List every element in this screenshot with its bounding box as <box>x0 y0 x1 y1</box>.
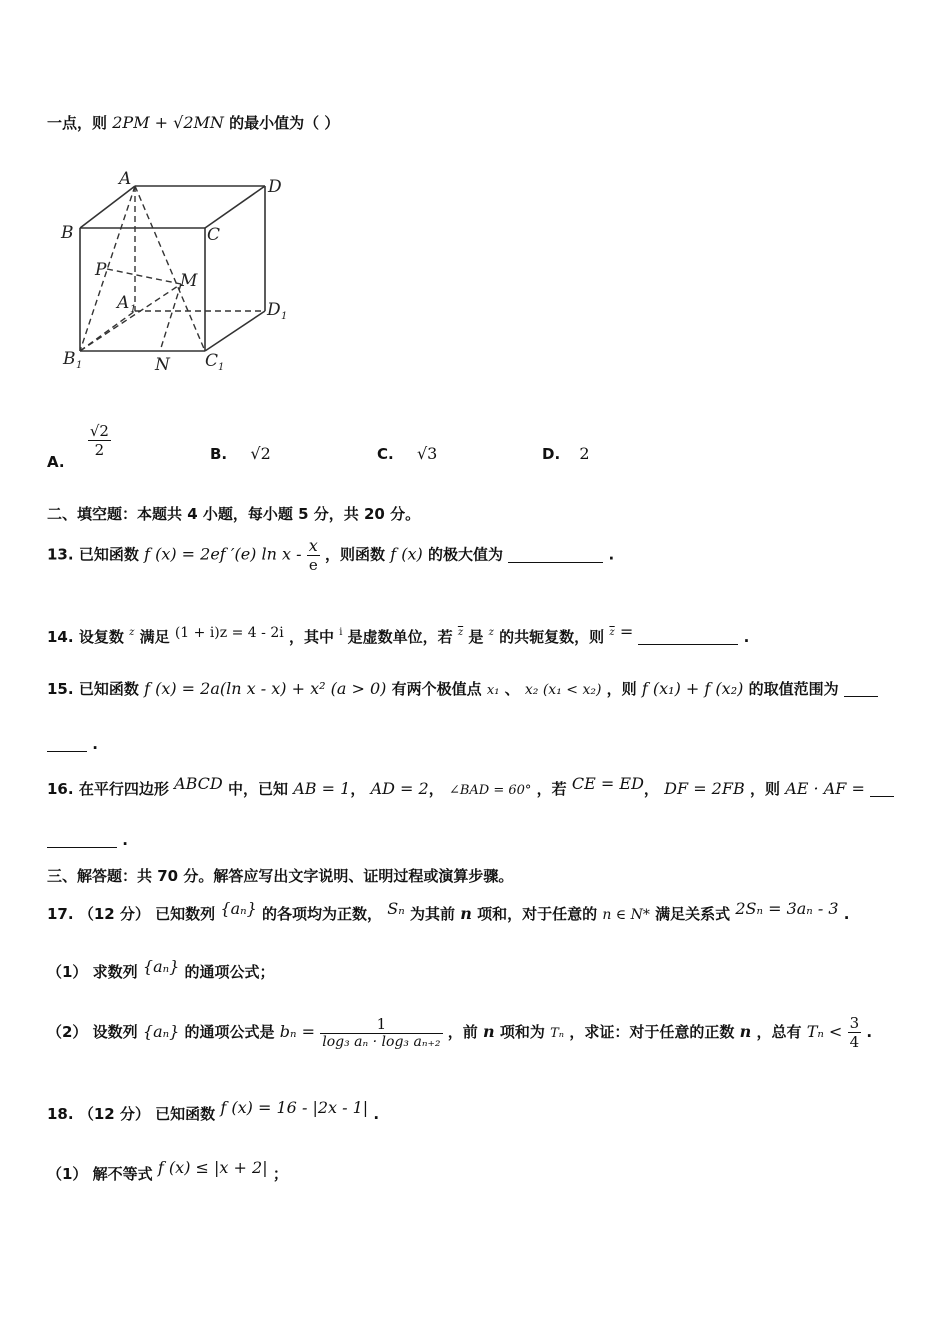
sub-C1: 1 <box>218 362 225 373</box>
question-18-part-1: （1） 解不等式 f (x) ≤ |x + 2| ； <box>47 1158 288 1183</box>
edge-AB <box>80 186 135 228</box>
question-15: 15. 已知函数 f (x) = 2a(ln x - x) + x² (a > 0) 有两个极值点 x₁ 、 x₂ (x₁ < x₂) ，则 f (x₁) + f (x₂) 的取值范围为 <box>47 678 878 699</box>
question-17: 17. （12 分） 已知数列 {aₙ} 的各项均为正数， Sₙ 为其前 n 项和，对于任意的 n ∈ N* 满足关系式 2Sₙ = 3aₙ - 3 . <box>47 899 850 923</box>
question-16: 16. 在平行四边形 ABCD 中，已知 AB = 1， AD = 2， ∠BAD = 60° ，若 CE = ED， DF = 2FB ，则 AE · AF = <box>47 774 894 799</box>
option-letter: B. <box>210 445 228 463</box>
math-expr: (1 + i)z = 4 - 2i <box>174 625 284 641</box>
seg-PM <box>107 269 181 284</box>
edge-CD <box>205 186 265 228</box>
part-label: （1） <box>47 1165 88 1183</box>
math-expr: f (x) = 16 - |2x - 1| <box>220 1098 369 1117</box>
seg-MN <box>160 284 181 351</box>
score: （12 分） <box>78 1105 150 1123</box>
question-number: 18. <box>47 1105 74 1123</box>
question-16-cont: . <box>47 831 128 849</box>
question-number: 14. <box>47 628 74 646</box>
option-value: √3 <box>416 444 438 463</box>
question-number: 15. <box>47 680 74 698</box>
question-18: 18. （12 分） 已知函数 f (x) = 16 - |2x - 1| . <box>47 1098 380 1123</box>
option-a-fraction: $\frac{√2}{2}$ <box>89 422 109 459</box>
question-15-cont: . <box>47 735 98 753</box>
score: （12 分） <box>78 905 150 923</box>
option-value: 2 <box>579 444 590 463</box>
math-expr: f (x) = 2a(ln x - x) + x² (a > 0) <box>144 679 387 698</box>
answer-blank[interactable] <box>638 630 738 645</box>
sub-D1: 1 <box>281 311 288 322</box>
part-label: （1） <box>47 963 88 981</box>
label-A1: A <box>117 293 130 313</box>
label-P: P <box>95 260 107 280</box>
sub-A1: 1 <box>130 304 137 315</box>
question-number: 16. <box>47 780 74 798</box>
question-14: 14. 设复数 $^z$ 满足 (1 + i)z = 4 - 2i ，其中 $^i$ 是虚数单位，若 $^{\overline{z}}$ 是 $^z$ 的共轭复数，则 $^{\overline{z}}$ = . <box>47 622 750 646</box>
problem-12-tail <box>47 112 339 133</box>
math-expr: 2PM + √2MN <box>112 113 224 132</box>
option-letter: D. <box>542 445 561 463</box>
seg-B1M <box>80 284 181 351</box>
option-value: √2 <box>250 444 271 463</box>
answer-blank-cont[interactable] <box>47 737 87 752</box>
label-B1: B <box>63 349 76 369</box>
question-number: 13. <box>47 545 74 564</box>
part-label: （2） <box>47 1023 88 1041</box>
option-letter: A. <box>47 453 65 471</box>
option-letter: C. <box>377 445 394 463</box>
answer-blank[interactable] <box>508 548 603 563</box>
question-13: 13. 已知函数 f (x) = 2ef ′(e) ln x - $\frac{x}{e}$ ，则函数 f (x) 的极大值为 . <box>47 536 615 574</box>
fraction: $\frac{1}{\text{log₃ aₙ · log₃ aₙ₊₂}}$ <box>322 1015 441 1050</box>
section-title: 二、填空题：本题共 4 小题，每小题 5 分，共 20 分。 <box>47 505 421 523</box>
option-a[interactable] <box>47 422 111 471</box>
label-A: A <box>119 169 132 189</box>
option-c[interactable] <box>377 444 437 463</box>
label-C1: C <box>205 351 219 371</box>
section-title: 三、解答题：共 70 分。解答应写出文字说明、证明过程或演算步骤。 <box>47 867 514 885</box>
answer-blank-cont[interactable] <box>47 833 117 848</box>
label-M: M <box>180 271 198 291</box>
sub-B1: 1 <box>76 360 83 371</box>
edge-C1D1 <box>205 311 265 351</box>
seg-AC1 <box>135 186 205 351</box>
label-D1: D <box>267 300 281 320</box>
answer-blank[interactable] <box>870 782 894 797</box>
cube-figure <box>55 168 300 378</box>
text: 一点，则 <box>47 114 108 132</box>
answer-blank[interactable] <box>844 682 878 697</box>
text: 的最小值为（ ） <box>229 114 340 132</box>
label-B: B <box>61 223 74 243</box>
question-17-part-1: （1） 求数列 {aₙ} 的通项公式； <box>47 957 275 981</box>
option-b[interactable] <box>210 444 271 463</box>
math-expr: f (x) ≤ |x + 2| <box>157 1158 268 1177</box>
label-D: D <box>268 177 282 197</box>
fraction: $\frac{x}{e}$ <box>308 536 318 574</box>
label-C: C <box>207 225 221 245</box>
label-N: N <box>155 355 170 375</box>
question-number: 17. <box>47 905 74 923</box>
question-17-part-2: （2） 设数列 {aₙ} 的通项公式是 bₙ = $\frac{1}{\text{log₃ aₙ · log₃ aₙ₊₂}}$ ，前 n 项和为 Tₙ ，求证：对于任意的正数 n ，总有 Tₙ < $\frac{3}{4}$ . <box>47 1014 873 1051</box>
option-d[interactable] <box>542 444 590 463</box>
math-expr: f (x) = 2ef ′(e) ln x - <box>144 544 302 564</box>
fraction: $\frac{3}{4}$ <box>849 1014 860 1051</box>
